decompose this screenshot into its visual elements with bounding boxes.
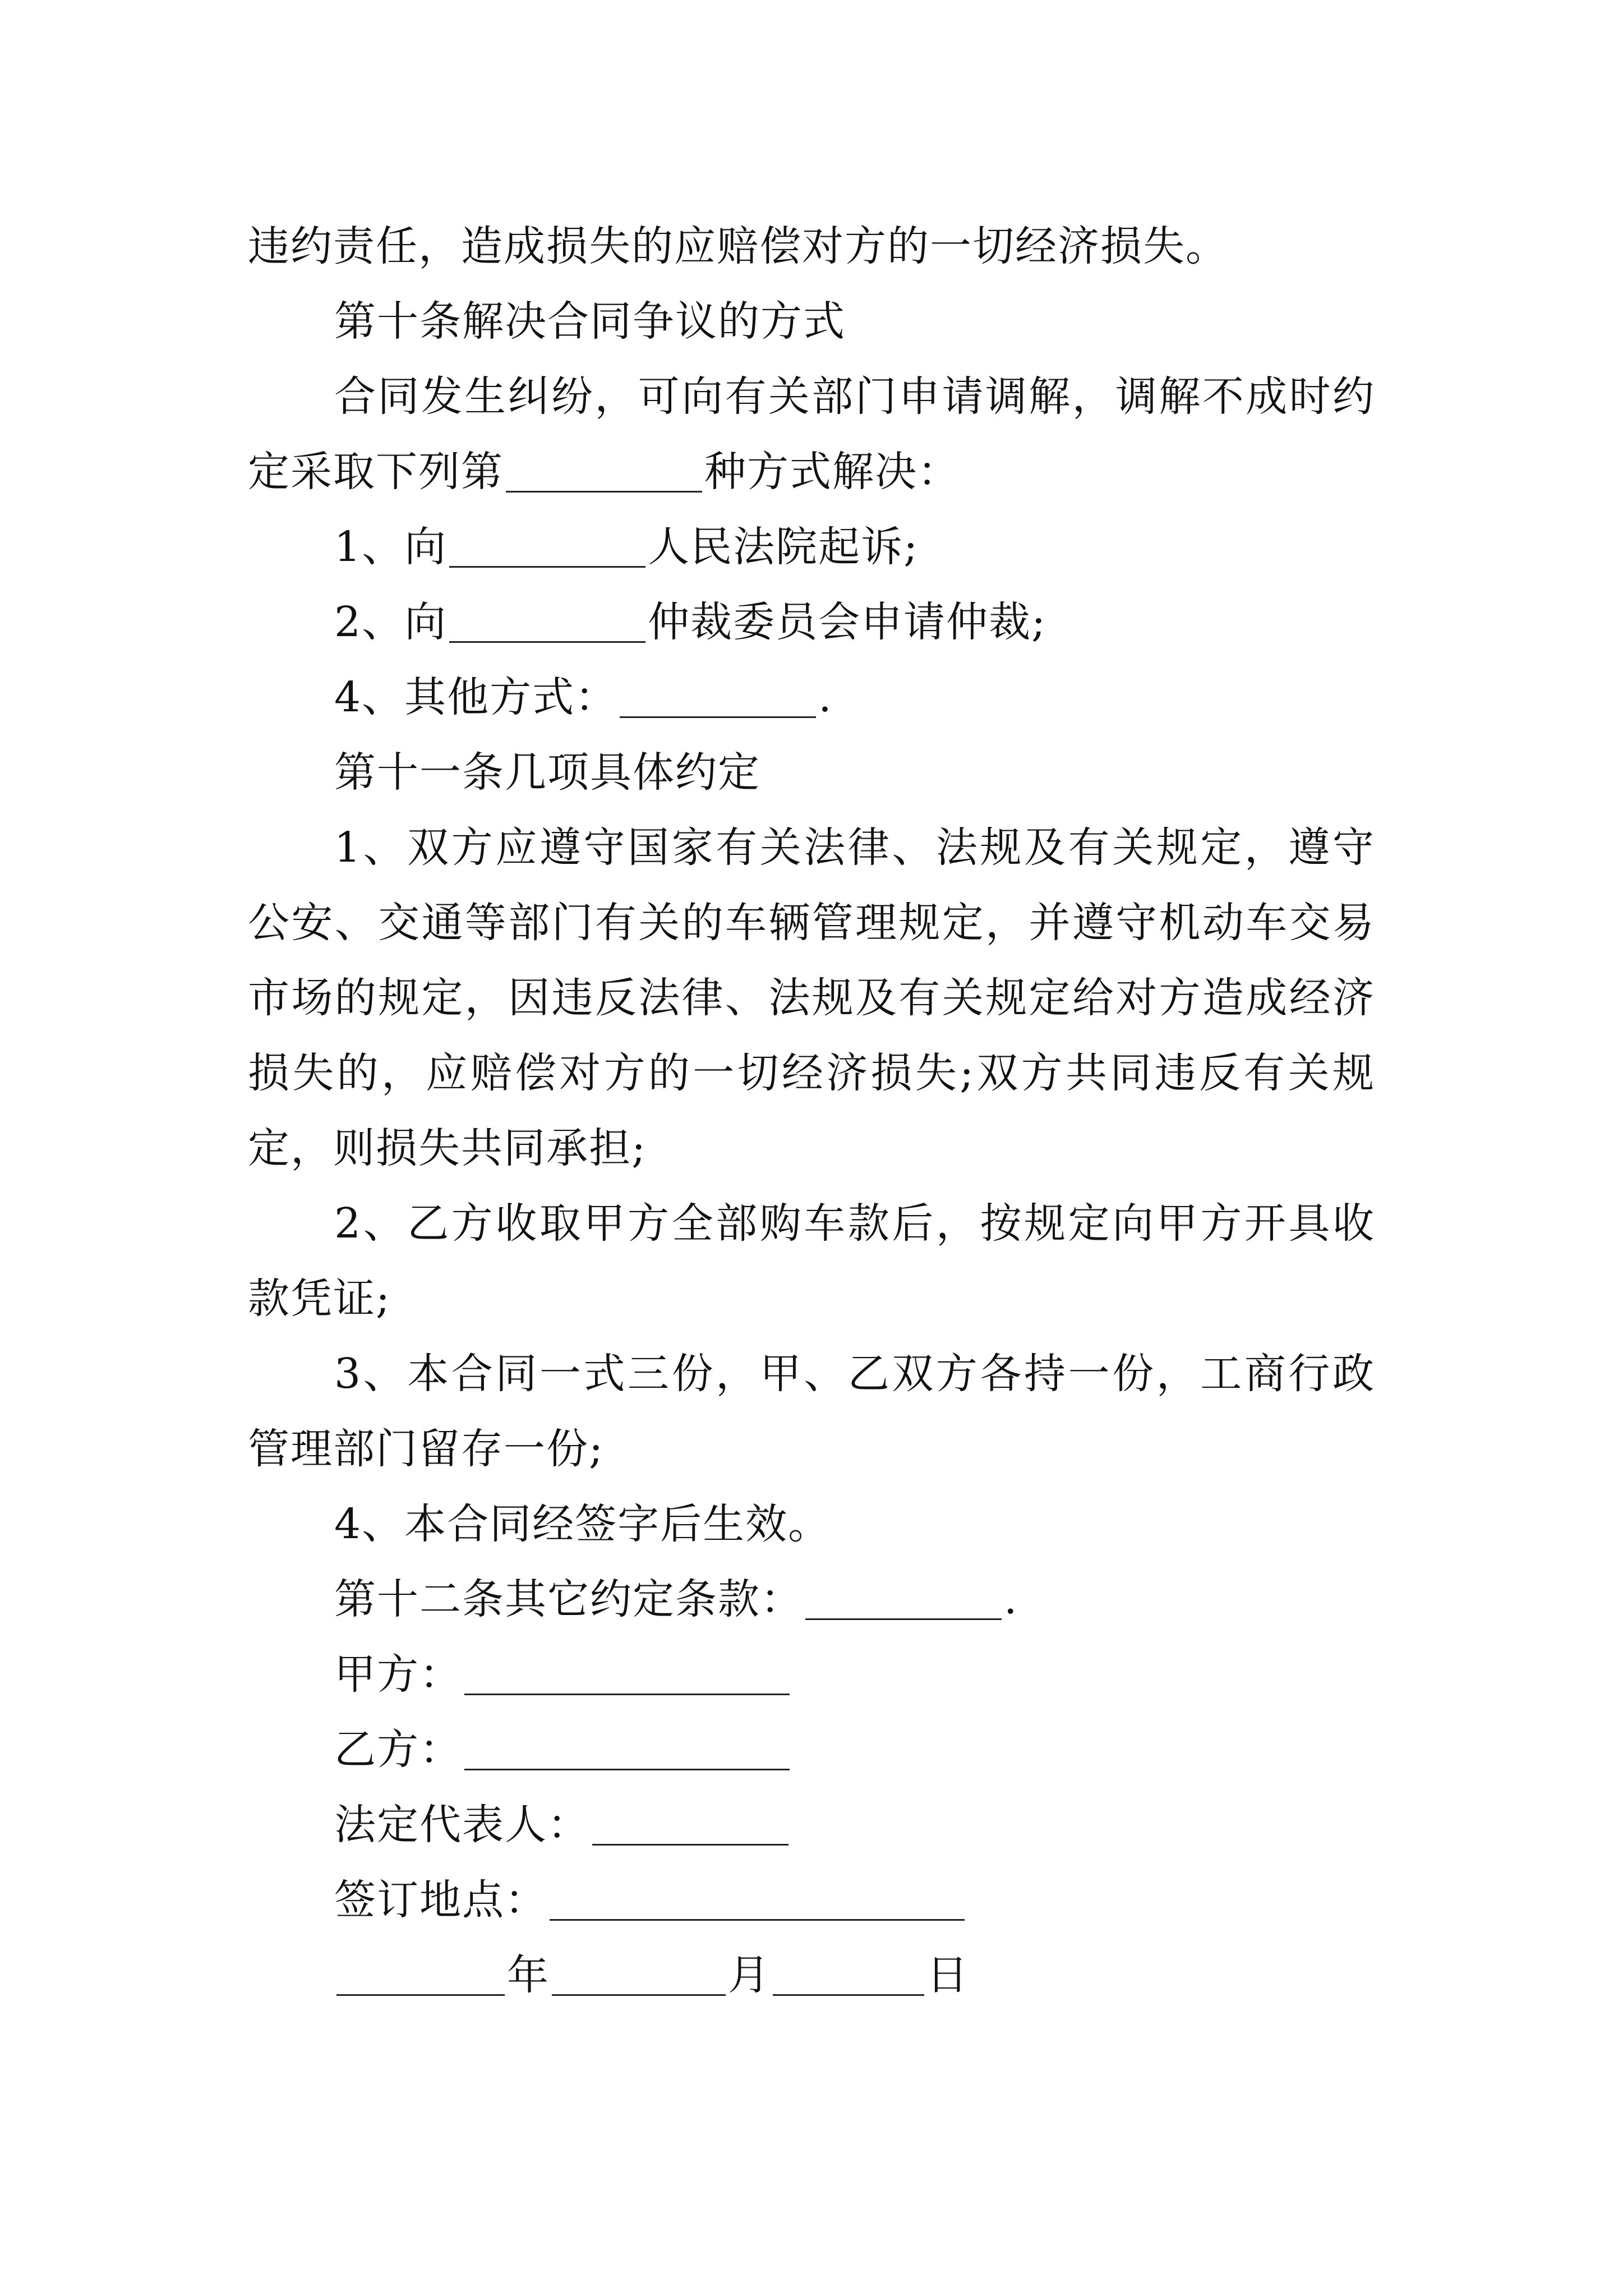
legal-rep-line <box>248 1787 1375 1862</box>
blank-month <box>552 1955 726 1996</box>
dispute-text-end: 种方式解决： <box>704 448 960 496</box>
party-b-label: 乙方： <box>334 1726 462 1774</box>
paragraph-liability: 违约责任，造成损失的应赔偿对方的一切经济损失。 <box>248 222 1228 270</box>
party-b-line <box>248 1712 1375 1787</box>
party-a-line <box>248 1637 1375 1712</box>
clause-11-4: 4、本合同经签字后生效。 <box>334 1500 831 1548</box>
option-other <box>248 660 1375 735</box>
option-court <box>248 509 1375 585</box>
dispute-text: 合同发生纠纷，可向有关部门申请调解，调解不成时约定采取下列第 <box>248 372 1375 496</box>
clause-11-2: 2、乙方收取甲方全部购车款后，按规定向甲方开具收款凭证; <box>248 1199 1375 1323</box>
blank-other-method <box>620 677 816 718</box>
option-court-prefix: 1、向 <box>334 523 448 571</box>
blank-court <box>449 527 645 568</box>
option-arbitration-prefix: 2、向 <box>334 598 448 646</box>
article-12-text: 第十二条其它约定条款： <box>334 1575 803 1623</box>
sign-place-label: 签订地点： <box>334 1876 547 1924</box>
blank-other-terms <box>805 1579 1002 1620</box>
article-10-heading: 第十条解决合同争议的方式 <box>334 297 846 346</box>
blank-year <box>336 1955 505 1996</box>
option-arbitration-suffix: 仲裁委员会申请仲裁; <box>648 598 1047 646</box>
blank-party-a <box>464 1654 790 1695</box>
option-court-suffix: 人民法院起诉; <box>648 523 919 571</box>
article-12-suffix: . <box>1004 1575 1018 1623</box>
option-arbitration <box>248 585 1375 660</box>
blank-day <box>773 1955 924 1996</box>
contract-body <box>248 209 1375 2013</box>
clause-11-1: 1、双方应遵守国家有关法律、法规及有关规定，遵守公安、交通等部门有关的车辆管理规定，并遵守机动车交易市场的规定，因违反法律、法规及有关规定给对方造成经济损失的，应赔偿对方的一切经济损失;双方共同违反有关规定，则损失共同承担; <box>248 823 1375 1172</box>
blank-method-number <box>506 452 702 493</box>
party-a-label: 甲方： <box>334 1650 462 1699</box>
month-label: 月 <box>728 1951 771 1999</box>
blank-sign-place <box>550 1880 965 1921</box>
article-11-heading: 第十一条几项具体约定 <box>334 748 760 797</box>
blank-party-b <box>464 1729 790 1770</box>
blank-arbitration <box>449 602 645 643</box>
clause-11-3: 3、本合同一式三份，甲、乙双方各持一份，工商行政管理部门留存一份; <box>248 1350 1375 1473</box>
article-12-line <box>248 1562 1375 1637</box>
legal-rep-label: 法定代表人： <box>334 1801 590 1849</box>
day-label: 日 <box>926 1951 969 1999</box>
option-other-prefix: 4、其他方式： <box>334 673 618 721</box>
date-line <box>248 1938 1375 2013</box>
sign-place-line <box>248 1862 1375 1938</box>
paragraph-dispute <box>248 359 1375 509</box>
year-label: 年 <box>507 1951 550 1999</box>
blank-legal-rep <box>592 1805 789 1846</box>
option-other-suffix: . <box>818 673 833 721</box>
